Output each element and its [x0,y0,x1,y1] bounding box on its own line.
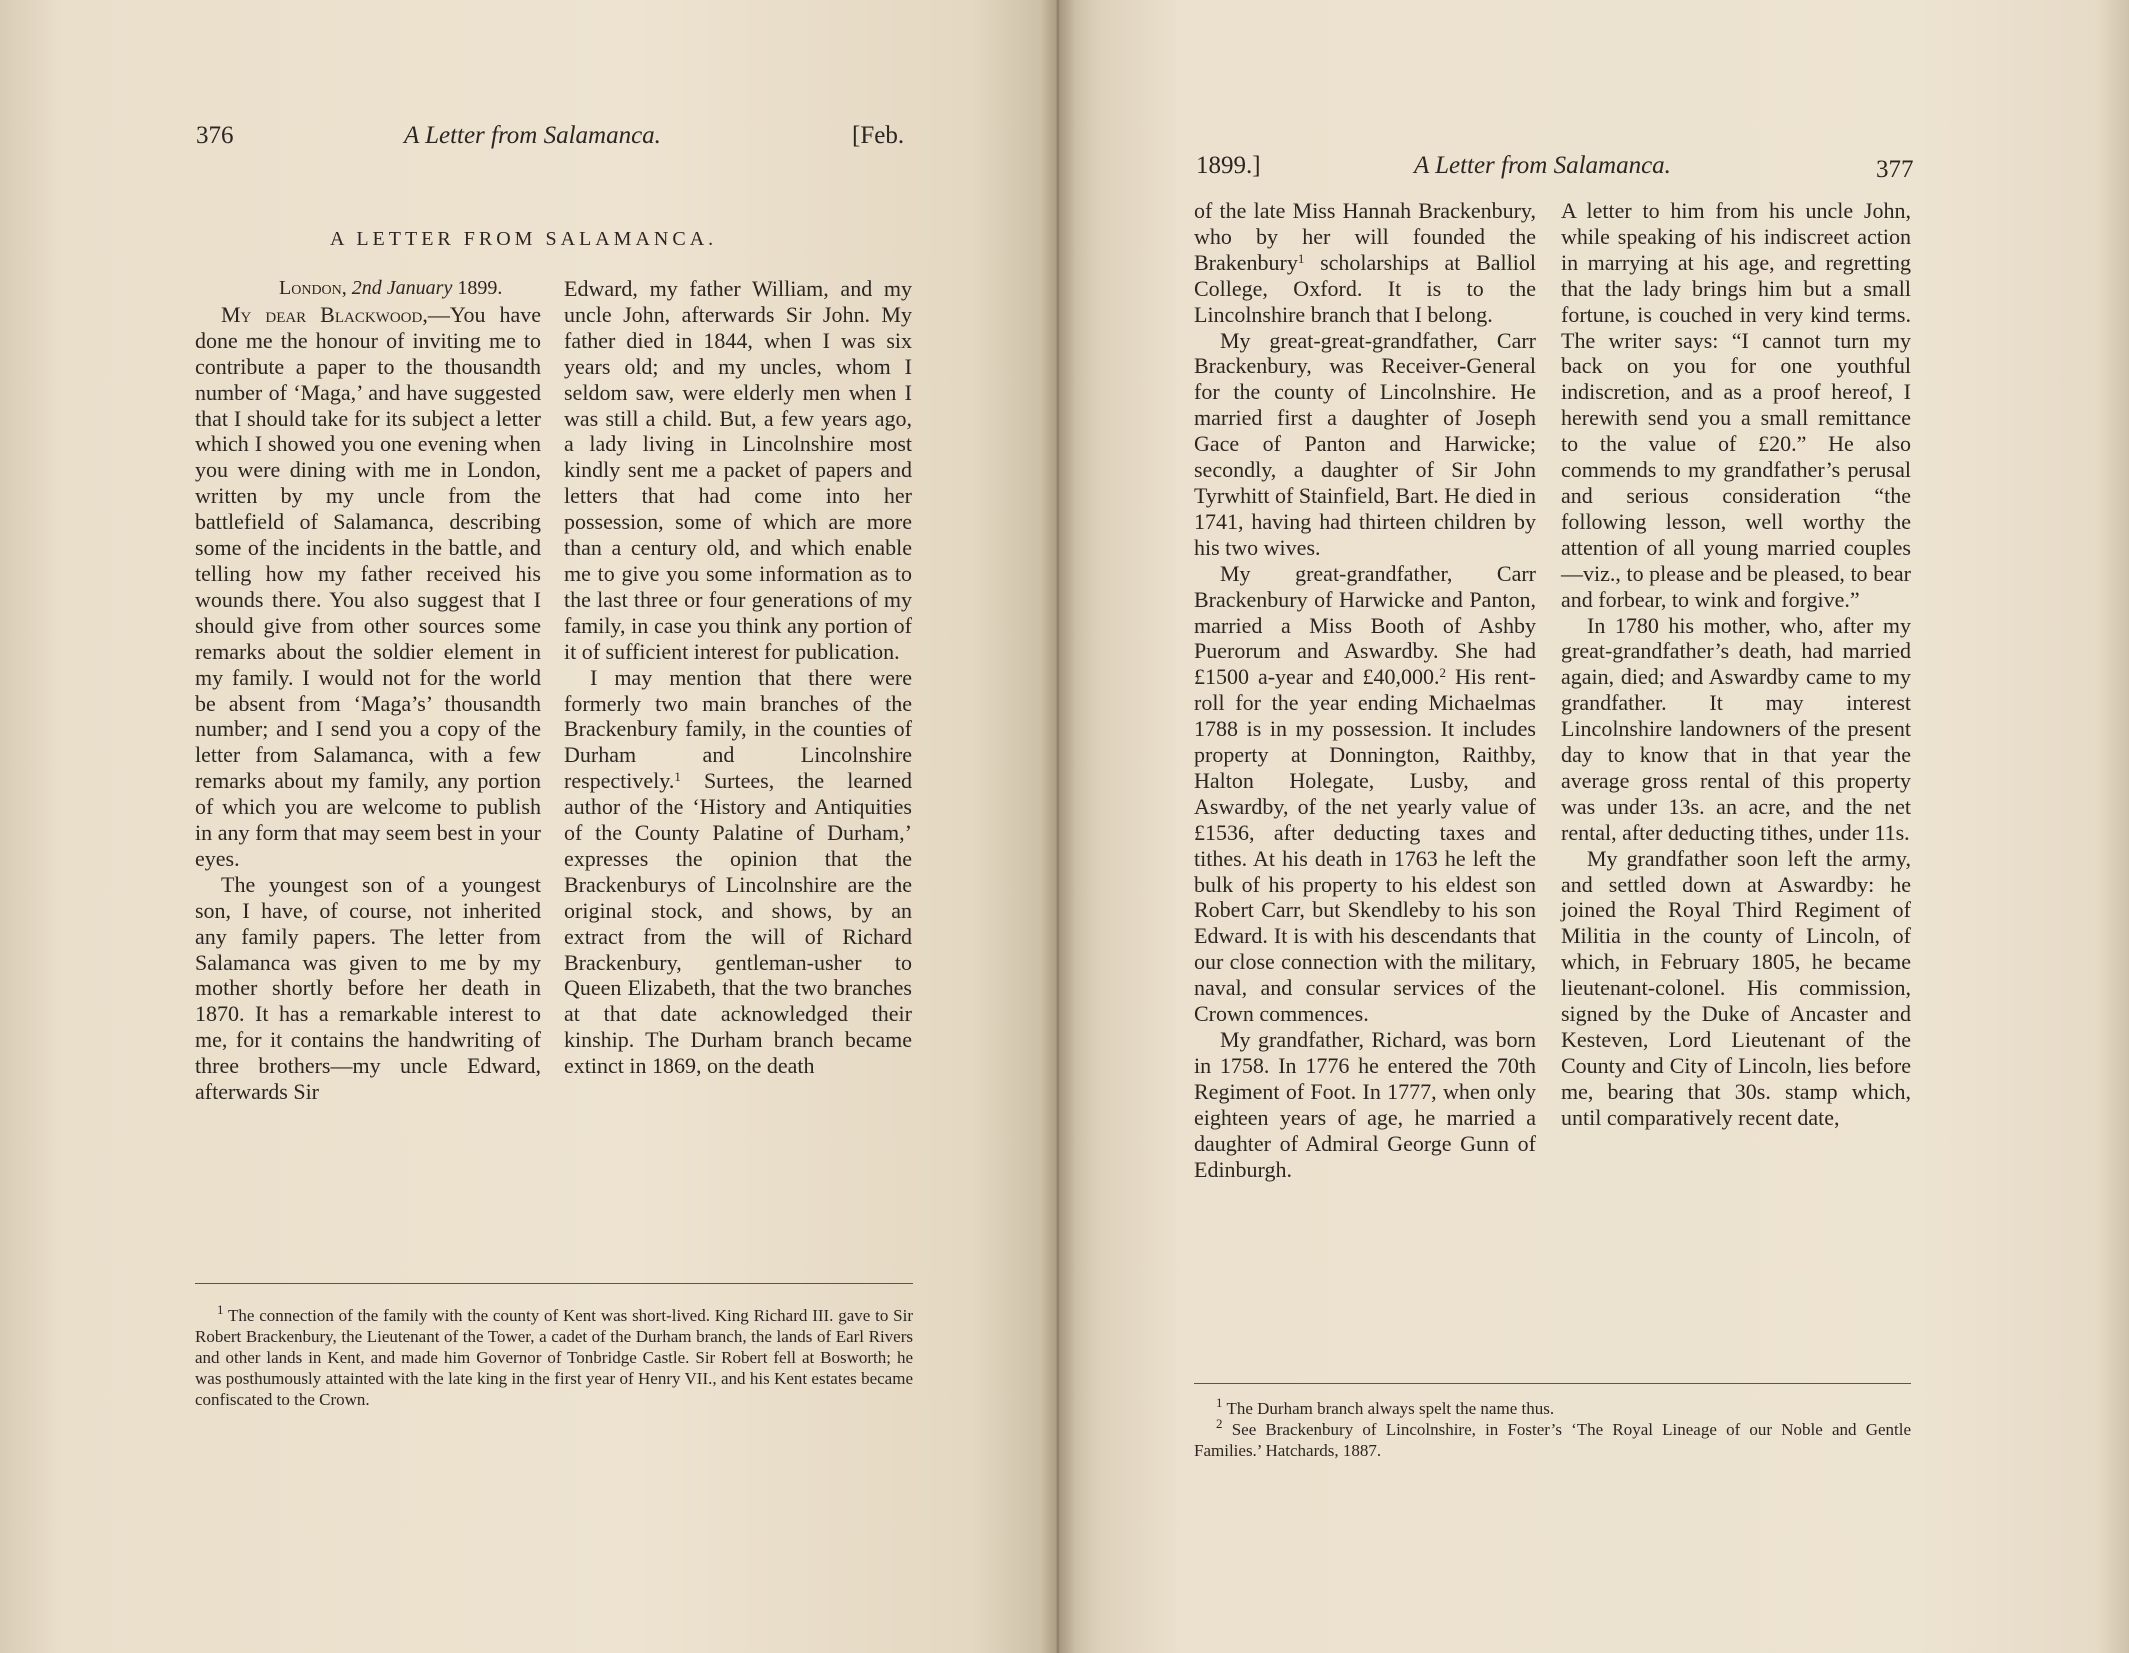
book-gutter [1040,0,1076,1653]
right-running-date: 1899.] [1196,152,1261,179]
dateline-year: 1899. [457,277,503,299]
paragraph-text: Surtees, the learned author of the ‘History and Antiquities of the County Palatine of Durham,’ expresses the opinion that the Brackenburys of Lincolnshire are the original stock, and shows, by an extract from the will of Richard Brackenbury, gentleman-usher to Queen Elizabeth, that the two branches at that date acknowledged their kinship. The Durham branch became extinct in 1869, on the death [564,768,912,1079]
footnote [195,1302,913,1410]
footnote-text: The Durham branch always spelt the name thus. [1226,1399,1555,1418]
left-column-2 [564,276,912,1079]
left-running-title [404,122,661,150]
footnote-rule [195,1283,913,1284]
footnote-ref: 2 [1439,665,1447,681]
paragraph-text: scholarships at Balliol College, Oxford. It is to the Lincolnshire branch that I belong. [1194,249,1536,327]
paragraph: My great-great-grandfather, Carr Brackenbury, was Receiver-General for the county of Lincolnshire. He married first a daughter of Joseph Gace of Panton and Harwicke; secondly, a daughter of Sir John Tyrwhitt of Stainfield, Bart. He died in 1741, having had thirteen children by his two wives. [1194,327,1536,560]
paragraph [195,302,541,872]
footnote-text: See Brackenbury of Lincolnshire, in Foster’s ‘The Royal Lineage of our Noble and Gentle Families.’ Hatchards, 1887. [1194,1420,1912,1460]
footnote [1194,1416,1912,1461]
paragraph-text: I may mention that there were formerly two main branches of the Brackenbury family, in the counties of Durham and Lincolnshire respectively. [564,664,912,794]
paragraph-text: —You have done me the honour of inviting me to contribute a paper to the thousandth number of ‘Maga,’ and have suggested that I should take for its subject a letter which I showed you one evening when you were dining with me in London, written by my uncle from the battlefield of Salamanca, describing some of the incidents in the battle, and telling how my father received his wounds there. You also suggest that I should give from other sources some remarks about the soldier element in my family. I would not for the world be absent from ‘Maga’s’ thousandth number; and I send you a copy of the letter from Salamanca, with a few remarks about my family, any portion of which you are welcome to publish in any form that may seem best in your eyes. [195,301,542,871]
footnote-marker: 1 [217,1302,224,1317]
paragraph: My grandfather, Richard, was born in 1758. In 1776 he entered the 70th Regiment of Foot. In 1777, when only eighteen years of age, he married a daughter of Admiral George Gunn of Edinburgh. [1194,1027,1536,1182]
paragraph: My grandfather soon left the army, and settled down at Aswardby: he joined the Royal Third Regiment of Militia in the county of Lincoln, of which, in February 1805, he became lieutenant-colonel. His commission, signed by the Duke of Ancaster and Kesteven, Lord Lieutenant of the County and City of Lincoln, lies before me, bearing that 30s. stamp which, until comparatively recent date, [1561,845,1911,1130]
left-running-date: [Feb. [852,122,905,149]
dateline [195,276,541,302]
paragraph [1194,561,1536,1027]
paragraph-text: of the late Miss Hannah Brackenbury, who by her will founded the Brakenbury [1194,198,1536,275]
running-title-text: A Letter from Salamanca. [404,122,661,149]
footnote-rule [1194,1383,1911,1384]
paragraph: Edward, my father William, and my uncle John, afterwards Sir John. My father died in 1844, when I was six years old; and my uncles, whom I seldom saw, were elderly men when I was still a child. But, a few years ago, a lady living in Lincolnshire most kindly sent me a packet of papers and letters that had come into her possession, some of which are more than a century old, and which enable me to give you some information as to the last three or four generations of my family, in case you think any portion of it of sufficient interest for publication. [564,276,912,664]
left-footnotes [195,1302,913,1410]
right-column-2 [1561,198,1911,1131]
paragraph: The youngest son of a youngest son, I have, of course, not inherited any family papers. The letter from Salamanca was given to me by my mother shortly before her death in 1870. It has a remarkable interest to me, for it contains the handwriting of three brothers—my uncle Edward, afterwards Sir [195,871,541,1105]
footnote-marker: 1 [1216,1395,1223,1410]
paragraph: A letter to him from his uncle John, while speaking of his indiscreet action in marrying at his age, and regretting that the lady brings him but a small fortune, is couched in very kind terms. The writer says: “I cannot turn my back on you for one youthful indiscretion, and as a proof hereof, I herewith send you a small remittance to the value of £20.” He also commends to my grandfather’s perusal and serious consideration “the following lesson, well worthy the attention of all young married couples—viz., to please and be pleased, to bear and forbear, to wink and forgive.” [1561,198,1911,612]
right-page [1056,0,2129,1653]
salutation: My dear Blackwood, [221,301,428,327]
running-title-text: A Letter from Salamanca. [1414,152,1671,179]
right-footnotes [1194,1395,1912,1461]
left-column-1 [195,276,541,1105]
paragraph [564,665,912,1080]
article-title: A LETTER FROM SALAMANCA. [330,228,718,250]
right-page-number: 377 [1876,156,1914,183]
right-running-title [1414,152,1671,180]
footnote-marker: 2 [1216,1416,1223,1431]
footnote-ref: 1 [674,769,681,785]
dateline-place: London, [279,277,347,299]
footnote-ref: 1 [1297,250,1305,266]
footnote-text: The connection of the family with the county of Kent was short-lived. King Richard III. gave to Sir Robert Brackenbury, the Lieutenant of the Tower, a cadet of the Durham branch, the lands of Earl Rivers and other lands in Kent, and made him Governor of Tonbridge Castle. Sir Robert fell at Bosworth; he was posthumously attainted with the late king in the first year of Henry VII., and his Kent estates became confiscated to the Crown. [195,1306,913,1409]
dateline-date: 2nd January [351,277,453,299]
paragraph-text: My great-grandfather, Carr Brackenbury of Harwicke and Panton, married a Miss Booth of Ashby Puerorum and Aswardby. She had £1500 a-year and £40,000. [1194,560,1536,690]
paragraph-text: His rent-roll for the year ending Michaelmas 1788 is in my possession. It includes property at Donnington, Raithby, Halton Holegate, Lusby, and Aswardby, of the net yearly value of £1536, after deducting taxes and tithes. At his death in 1763 he left the bulk of his property to his eldest son Robert Carr, but Skendleby to his son Edward. It is with his descendants that our close connection with the military, naval, and consular services of the Crown commences. [1194,664,1536,1027]
right-column-1 [1194,198,1536,1182]
paragraph [1194,198,1536,328]
footnote [1194,1395,1911,1419]
left-page [0,0,1056,1653]
left-page-number: 376 [196,122,234,149]
paragraph: In 1780 his mother, who, after my great-grandfather’s death, had married again, died; and Aswardby came to my grandfather. It may interest Lincolnshire landowners of the present day to know that in that year the average gross rental of this property was under 13s. an acre, and the net rental, after deducting tithes, under 11s. [1561,612,1911,845]
